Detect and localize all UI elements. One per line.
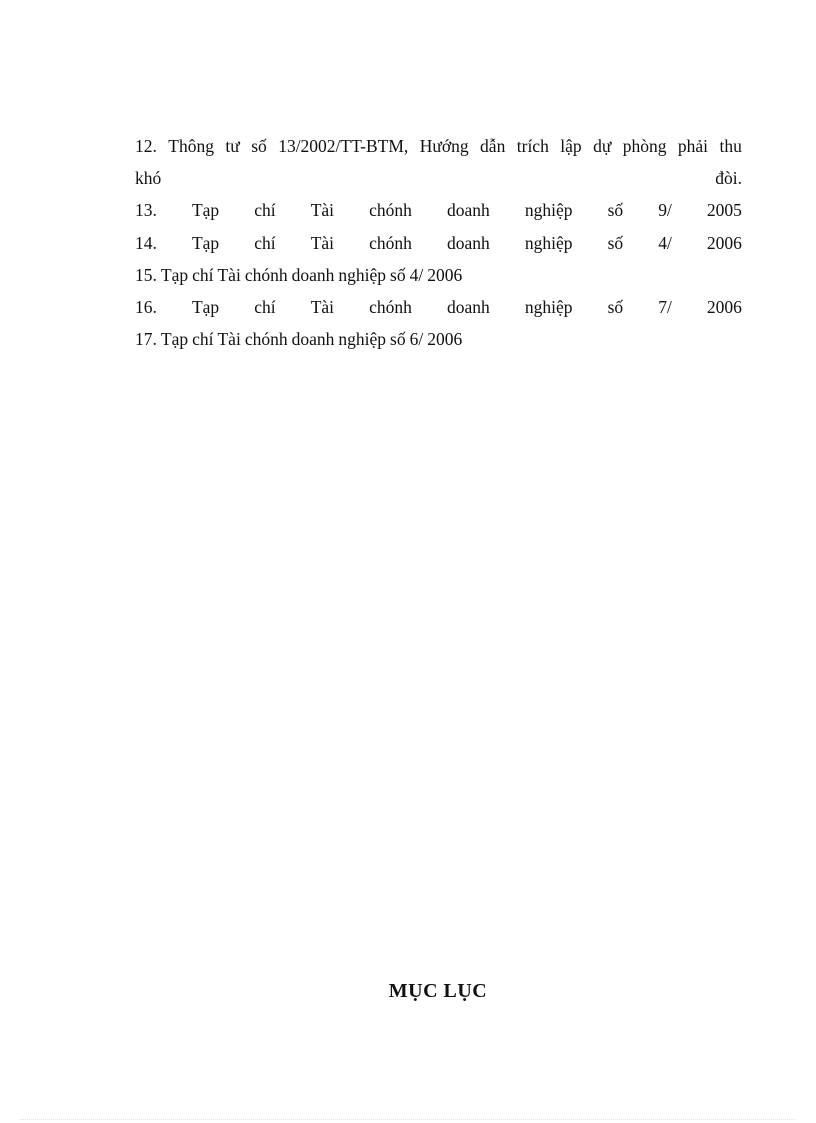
reference-word: Tạp (160, 264, 189, 285)
reference-word: nghiệp (524, 296, 573, 317)
reference-word: tư (225, 136, 240, 156)
reference-word: 12. (135, 136, 157, 156)
reference-word: 4/ (409, 264, 424, 285)
reference-word: 2005 (706, 200, 742, 221)
reference-word: thu (719, 136, 742, 156)
reference-word: phải (677, 136, 709, 156)
reference-line-ref-12-line-2 (135, 162, 742, 194)
reference-word: Hướng (419, 136, 469, 156)
reference-word: Tạp (191, 200, 220, 221)
reference-word: 9/ (658, 200, 672, 221)
reference-word: Tài (310, 232, 335, 253)
reference-word: chónh (369, 232, 412, 253)
reference-line-ref-17 (135, 323, 742, 355)
reference-word: doanh (446, 232, 490, 253)
reference-word: khó (135, 168, 162, 189)
reference-word: nghiệp (338, 329, 387, 350)
reference-word: Tạp (191, 296, 220, 317)
reference-word: 2006 (427, 329, 463, 350)
reference-word: Tạp (191, 232, 220, 253)
reference-word: doanh (446, 296, 490, 317)
reference-word: nghiệp (338, 264, 387, 285)
reference-word: 7/ (658, 296, 672, 317)
reference-word: số (251, 136, 267, 156)
reference-line-ref-13 (135, 194, 742, 226)
reference-word: nghiệp (524, 232, 573, 253)
reference-word: chí (254, 296, 276, 317)
reference-word: Tài (217, 329, 241, 350)
reference-line-ref-16 (135, 291, 742, 323)
table-of-contents-heading: MỤC LỤC (388, 980, 488, 1002)
reference-word: đòi. (715, 168, 742, 189)
reference-word: nghiệp (524, 200, 573, 221)
reference-word: chónh (244, 264, 288, 285)
reference-word: chónh (369, 296, 412, 317)
reference-word: doanh (291, 264, 335, 285)
reference-word: Tài (310, 296, 335, 317)
reference-word: chónh (244, 329, 288, 350)
reference-word: 13/2002/TT-BTM, (278, 136, 409, 156)
reference-word: 2006 (706, 232, 742, 253)
reference-word: chí (254, 200, 276, 221)
page-bottom-border (20, 1119, 796, 1120)
reference-word: 2006 (706, 296, 742, 317)
reference-list (135, 130, 742, 355)
reference-word: 14. (135, 232, 157, 253)
reference-word: Tài (217, 264, 241, 285)
reference-word: doanh (446, 200, 490, 221)
reference-word: số (390, 329, 406, 350)
reference-word: chí (254, 232, 276, 253)
reference-line-ref-15 (135, 259, 742, 291)
reference-word: 15. (135, 264, 157, 285)
reference-word: 17. (135, 329, 157, 350)
reference-word: 6/ (409, 329, 424, 350)
reference-word: số (607, 200, 624, 221)
reference-line-ref-14 (135, 227, 742, 259)
reference-word: Thông (168, 136, 214, 156)
reference-word: Tạp (160, 329, 189, 350)
reference-word: số (607, 232, 624, 253)
reference-word: 4/ (658, 232, 672, 253)
reference-word: số (607, 296, 624, 317)
reference-word: doanh (291, 329, 335, 350)
reference-word: số (390, 264, 406, 285)
reference-word: 16. (135, 296, 157, 317)
reference-word: lập (560, 136, 582, 156)
reference-word: phòng (622, 136, 667, 156)
reference-word: 2006 (427, 264, 463, 285)
reference-word: 13. (135, 200, 157, 221)
reference-word: Tài (310, 200, 335, 221)
reference-word: chónh (369, 200, 412, 221)
reference-line-ref-12-line-1 (135, 130, 742, 162)
reference-word: chí (192, 264, 214, 285)
reference-word: dẫn (480, 136, 506, 156)
reference-word: chí (192, 329, 214, 350)
reference-word: trích (516, 136, 549, 156)
reference-word: dự (593, 136, 612, 156)
